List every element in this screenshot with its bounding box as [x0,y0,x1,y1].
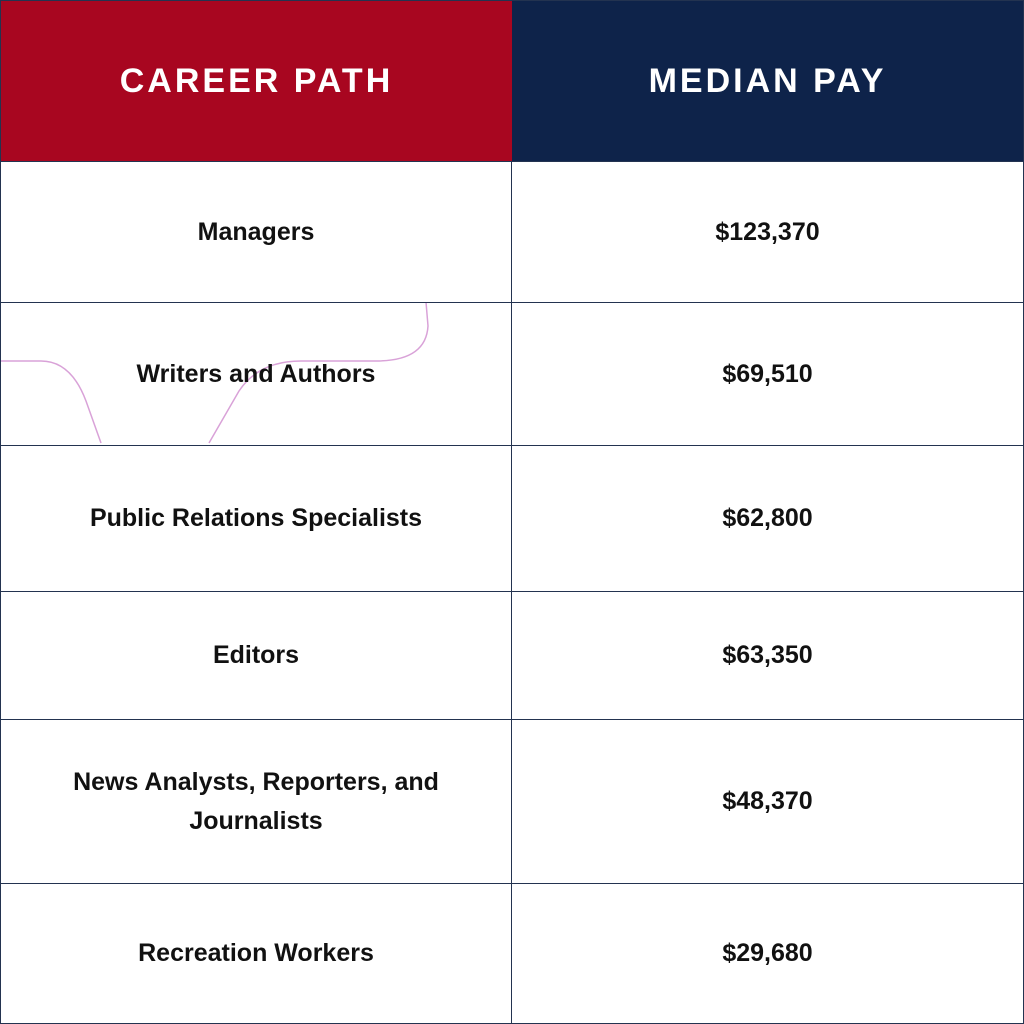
table-row [1,883,1023,1023]
table-row [1,161,1023,302]
pay-cell: $29,680 [722,939,813,967]
table-row [1,591,1023,719]
table-header [1,1,1023,161]
median-pay-header: MEDIAN PAY [512,1,1023,161]
career-cell: Writers and Authors [1,303,512,445]
career-cell: Editors [1,592,512,719]
pay-cell: $48,370 [722,787,813,815]
career-path-header: CAREER PATH [1,1,512,161]
table-row [1,445,1023,591]
pay-cell: $63,350 [722,641,813,669]
career-cell: Recreation Workers [1,884,512,1023]
career-cell: Public Relations Specialists [1,446,512,591]
career-cell: News Analysts, Reporters, and Journalists [1,720,512,883]
table-row [1,719,1023,883]
pay-cell: $123,370 [715,217,820,246]
career-cell: Managers [1,162,512,302]
table-row [1,302,1023,445]
pay-cell: $62,800 [722,504,813,532]
pay-cell: $69,510 [722,359,813,388]
